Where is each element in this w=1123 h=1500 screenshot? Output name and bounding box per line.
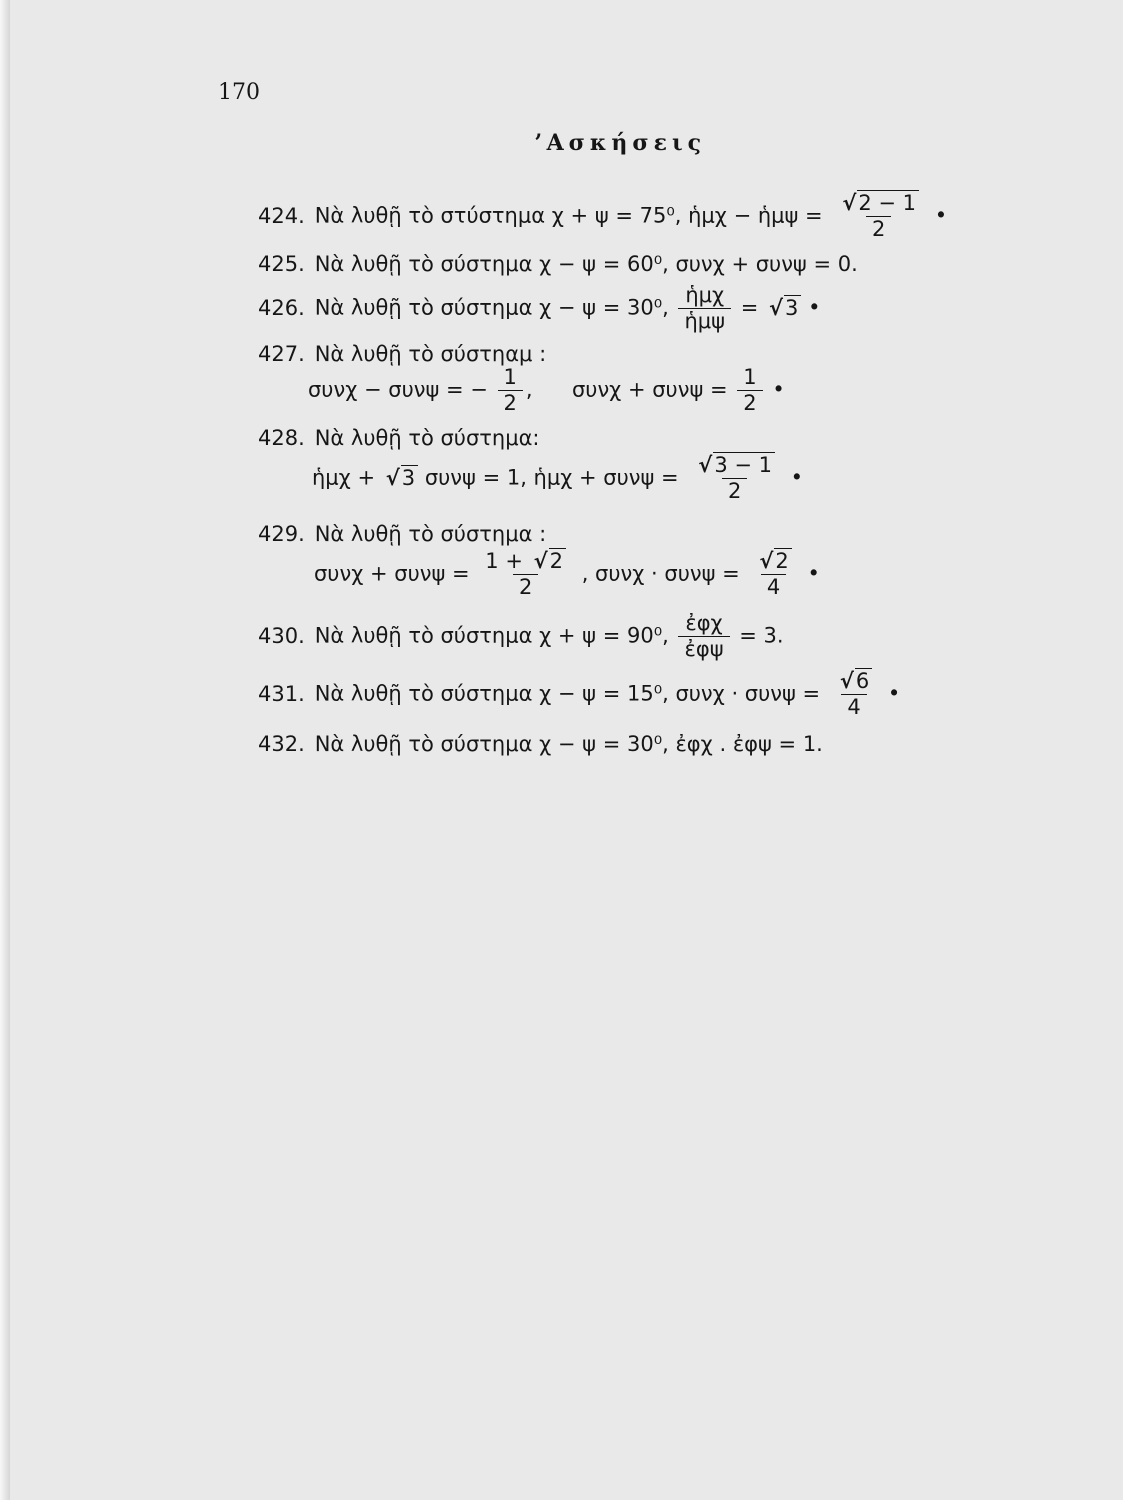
equation-part: , συνχ · συνψ = [581,561,740,586]
denominator: ἐφψ [678,636,729,661]
numerator-part: 1 + [485,549,523,573]
denominator: 2 [722,478,747,503]
page-number: 170 [218,80,260,105]
sqrt-sign: √ [533,549,548,573]
exercise-text: Νὰ λυθῇ τὸ σύστηαμ : [314,342,547,366]
equation-part: συνχ + συνψ = [571,377,728,402]
exercise-429 [258,522,546,546]
exercise-number: 427. [258,342,305,366]
fraction [688,454,781,503]
sqrt-sign: √ [385,465,400,490]
end-mark: • [807,561,820,586]
exercise-431 [258,670,900,719]
equation-part: συνχ + συνψ = [314,561,470,586]
exercise-number: 429. [258,522,305,546]
exercise-number: 426. [258,295,305,320]
denominator: 2 [737,390,762,415]
radicand: 3 − 1 [713,452,775,477]
exercise-text: Νὰ λυθῇ τὸ σύστημα χ − ψ = 60⁰, συνχ + συνψ = 0. [314,252,858,276]
numerator: ἐφχ [685,611,723,635]
equation-428 [312,454,803,503]
equals-sign: = [740,295,759,320]
equation-429 [314,550,820,599]
exercise-number: 431. [258,681,305,706]
fraction [737,366,762,415]
exercise-number: 428. [258,426,305,450]
exercise-text: Νὰ λυθῇ τὸ σύστημα χ − ψ = 15⁰, συνχ · συνψ = [314,681,821,706]
section-title: ʼΑσκήσεις [533,130,707,156]
exercise-424 [258,192,947,241]
end-mark: • [808,295,821,320]
end-mark: • [934,203,948,228]
fraction [678,284,731,333]
fraction [678,612,729,661]
end-mark: • [790,465,804,490]
exercise-426 [258,284,820,333]
denominator: 4 [841,694,866,719]
radicand: 2 − 1 [857,190,919,215]
exercise-text: Νὰ λυθῇ τὸ σύστημα χ − ψ = 30⁰, [314,295,669,320]
exercise-427 [258,342,546,366]
equation-end: = 3. [739,623,784,648]
fraction [830,670,878,719]
radicand: 6 [855,668,872,693]
equation-part: ἡμχ + [312,465,376,490]
page-edge [0,0,10,1500]
exercise-text: Νὰ λυθῇ τὸ σύστημα: [314,426,540,450]
denominator: 4 [761,574,786,599]
exercise-430 [258,612,784,661]
exercise-432 [258,732,823,756]
fraction [479,550,572,599]
exercise-text: Νὰ λυθῇ τὸ σύστημα χ − ψ = 30⁰, ἐφχ . ἐφψ = 1. [314,732,823,756]
exercise-text: Νὰ λυθῇ τὸ σύστημα χ + ψ = 90⁰, [314,623,669,648]
denominator: 2 [513,574,538,599]
numerator: 1 [743,365,757,389]
exercise-number: 432. [258,732,305,756]
comma: , [525,377,533,402]
sqrt-sign: √ [769,295,784,320]
fraction [749,550,797,599]
numerator: 1 [503,365,517,389]
sqrt-sign: √ [839,669,854,693]
sqrt-sign: √ [842,191,857,215]
end-mark: • [887,681,901,706]
exercise-number: 424. [258,203,305,228]
exercise-number: 425. [258,252,305,276]
numerator: ἡμχ [685,283,725,307]
equation-part: συνψ = 1, ἡμχ + συνψ = [424,465,679,490]
sqrt-sign: √ [698,453,713,477]
fraction [832,192,925,241]
sqrt-sign: √ [759,549,774,573]
exercise-text: Νὰ λυθῇ τὸ σύστημα : [314,522,547,546]
fraction [498,366,523,415]
denominator: 2 [866,216,891,241]
radicand: 3 [401,465,418,490]
exercise-number: 430. [258,623,305,648]
exercise-425 [258,252,858,276]
exercise-428 [258,426,540,450]
denominator: 2 [498,390,523,415]
radicand: 2 [549,548,566,573]
equation-427 [308,366,785,415]
end-mark: • [772,377,785,402]
radicand: 3 [784,295,801,320]
exercise-text: Νὰ λυθῇ τὸ στύστημα χ + ψ = 75⁰, ἡμχ − ἡμψ = [314,203,823,228]
denominator: ἡμψ [678,308,731,333]
equation-part: συνχ − συνψ = − [308,377,488,402]
radicand: 2 [774,548,791,573]
